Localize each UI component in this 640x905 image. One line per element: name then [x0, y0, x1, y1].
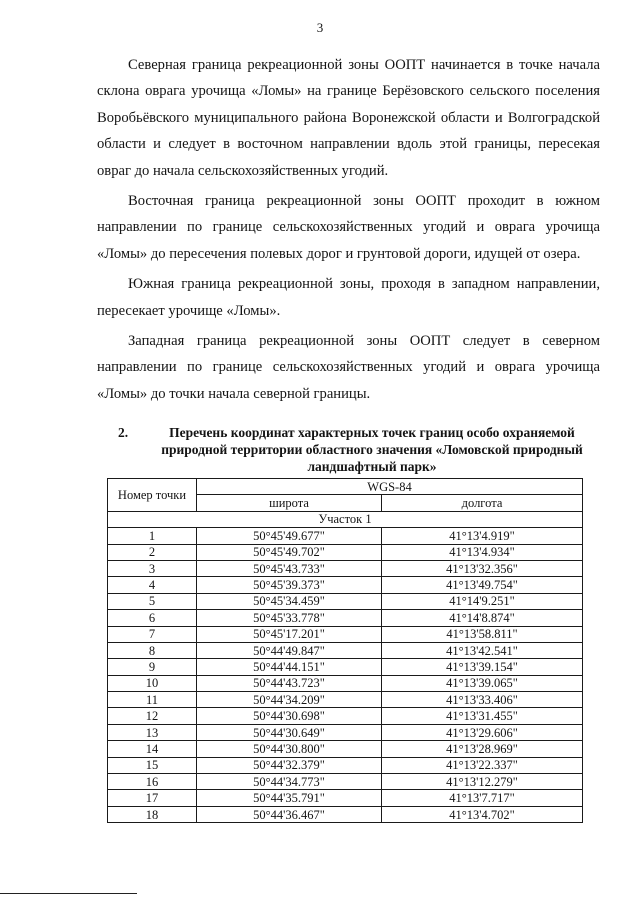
point-number-cell: 15 — [108, 757, 197, 773]
point-number-cell: 11 — [108, 692, 197, 708]
longitude-cell: 41°13'12.279" — [382, 774, 583, 790]
table-row — [108, 610, 583, 626]
table-subheader-row — [108, 511, 583, 527]
paragraph-east-border: Восточная граница рекреационной зоны ООПТ проходит в южном направлении по границе сельскохозяйственных угодий и оврага урочища «Ломы» до пересечения полевых дорог и грунтовой дороги, идущей от озера. — [97, 193, 600, 262]
latitude-cell: 50°44'30.800" — [197, 741, 382, 757]
table-row — [108, 708, 583, 724]
point-number-cell: 14 — [108, 741, 197, 757]
longitude-cell: 41°13'7.717" — [382, 790, 583, 806]
table-row — [108, 741, 583, 757]
table-header-row — [108, 479, 583, 495]
header-coordinate-system: WGS-84 — [197, 479, 583, 495]
longitude-cell: 41°13'39.065" — [382, 675, 583, 691]
point-number-cell: 16 — [108, 774, 197, 790]
latitude-cell: 50°44'35.791" — [197, 790, 382, 806]
longitude-cell: 41°13'31.455" — [382, 708, 583, 724]
latitude-cell: 50°44'43.723" — [197, 675, 382, 691]
point-number-cell: 13 — [108, 724, 197, 740]
point-number-cell: 9 — [108, 659, 197, 675]
table-row — [108, 757, 583, 773]
table-row — [108, 774, 583, 790]
table-row — [108, 528, 583, 544]
table-row — [108, 806, 583, 822]
longitude-cell: 41°13'49.754" — [382, 577, 583, 593]
table-row — [108, 544, 583, 560]
longitude-cell: 41°13'33.406" — [382, 692, 583, 708]
point-number-cell: 18 — [108, 806, 197, 822]
point-number-cell: 2 — [108, 544, 197, 560]
table-row — [108, 724, 583, 740]
header-latitude: широта — [197, 495, 382, 511]
table-row — [108, 593, 583, 609]
latitude-cell: 50°44'30.698" — [197, 708, 382, 724]
longitude-cell: 41°14'9.251" — [382, 593, 583, 609]
table-row — [108, 790, 583, 806]
body-text — [97, 52, 600, 411]
table-body — [108, 528, 583, 823]
longitude-cell: 41°13'58.811" — [382, 626, 583, 642]
table-row — [108, 675, 583, 691]
point-number-cell: 17 — [108, 790, 197, 806]
point-number-cell: 10 — [108, 675, 197, 691]
longitude-cell: 41°13'28.969" — [382, 741, 583, 757]
longitude-cell: 41°13'29.606" — [382, 724, 583, 740]
paragraph-west-border: Западная граница рекреационной зоны ООПТ следует в северном направлении по границе сельскохозяйственных угодий и оврага урочища «Ломы» до точки начала северной границы. — [97, 333, 600, 402]
latitude-cell: 50°45'43.733" — [197, 560, 382, 576]
point-number-cell: 7 — [108, 626, 197, 642]
latitude-cell: 50°45'49.677" — [197, 528, 382, 544]
latitude-cell: 50°45'34.459" — [197, 593, 382, 609]
longitude-cell: 41°13'4.934" — [382, 544, 583, 560]
longitude-cell: 41°13'32.356" — [382, 560, 583, 576]
latitude-cell: 50°44'49.847" — [197, 642, 382, 658]
section-heading — [110, 424, 600, 475]
point-number-cell: 5 — [108, 593, 197, 609]
paragraph-north-border: Северная граница рекреационной зоны ООПТ начинается в точке начала склона оврага урочища «Ломы» на границе Берёзовского сельского поселения Воробьёвского муниципального района Воронежской области и Волгоградской области и следует в восточном направлении вдоль этой границы, пересекая овраг до начала сельскохозяйственных угодий. — [97, 57, 600, 179]
point-number-cell: 3 — [108, 560, 197, 576]
header-point-number: Номер точки — [108, 479, 197, 512]
table-row — [108, 659, 583, 675]
page-number: 3 — [316, 20, 324, 35]
latitude-cell: 50°44'34.209" — [197, 692, 382, 708]
footnote-separator — [0, 893, 137, 894]
section-number: 2. — [118, 425, 129, 440]
latitude-cell: 50°44'32.379" — [197, 757, 382, 773]
point-number-cell: 12 — [108, 708, 197, 724]
table-row — [108, 642, 583, 658]
latitude-cell: 50°45'17.201" — [197, 626, 382, 642]
point-number-cell: 4 — [108, 577, 197, 593]
table-row — [108, 692, 583, 708]
point-number-cell: 1 — [108, 528, 197, 544]
table-row — [108, 626, 583, 642]
latitude-cell: 50°45'49.702" — [197, 544, 382, 560]
longitude-cell: 41°13'4.702" — [382, 806, 583, 822]
table-row — [108, 577, 583, 593]
point-number-cell: 8 — [108, 642, 197, 658]
longitude-cell: 41°13'4.919" — [382, 528, 583, 544]
latitude-cell: 50°44'44.151" — [197, 659, 382, 675]
longitude-cell: 41°14'8.874" — [382, 610, 583, 626]
section-title: Перечень координат характерных точек границ особо охраняемой природной территории областного значения «Ломовской природный ландшафтный парк» — [161, 425, 583, 474]
latitude-cell: 50°44'34.773" — [197, 774, 382, 790]
paragraph-south-border: Южная граница рекреационной зоны, проходя в западном направлении, пересекает урочище «Ломы». — [97, 276, 600, 319]
longitude-cell: 41°13'39.154" — [382, 659, 583, 675]
longitude-cell: 41°13'42.541" — [382, 642, 583, 658]
point-number-cell: 6 — [108, 610, 197, 626]
coordinates-table — [107, 478, 583, 823]
subheader-plot: Участок 1 — [108, 511, 583, 527]
latitude-cell: 50°44'36.467" — [197, 806, 382, 822]
latitude-cell: 50°45'33.778" — [197, 610, 382, 626]
latitude-cell: 50°45'39.373" — [197, 577, 382, 593]
header-longitude: долгота — [382, 495, 583, 511]
latitude-cell: 50°44'30.649" — [197, 724, 382, 740]
table-row — [108, 560, 583, 576]
longitude-cell: 41°13'22.337" — [382, 757, 583, 773]
